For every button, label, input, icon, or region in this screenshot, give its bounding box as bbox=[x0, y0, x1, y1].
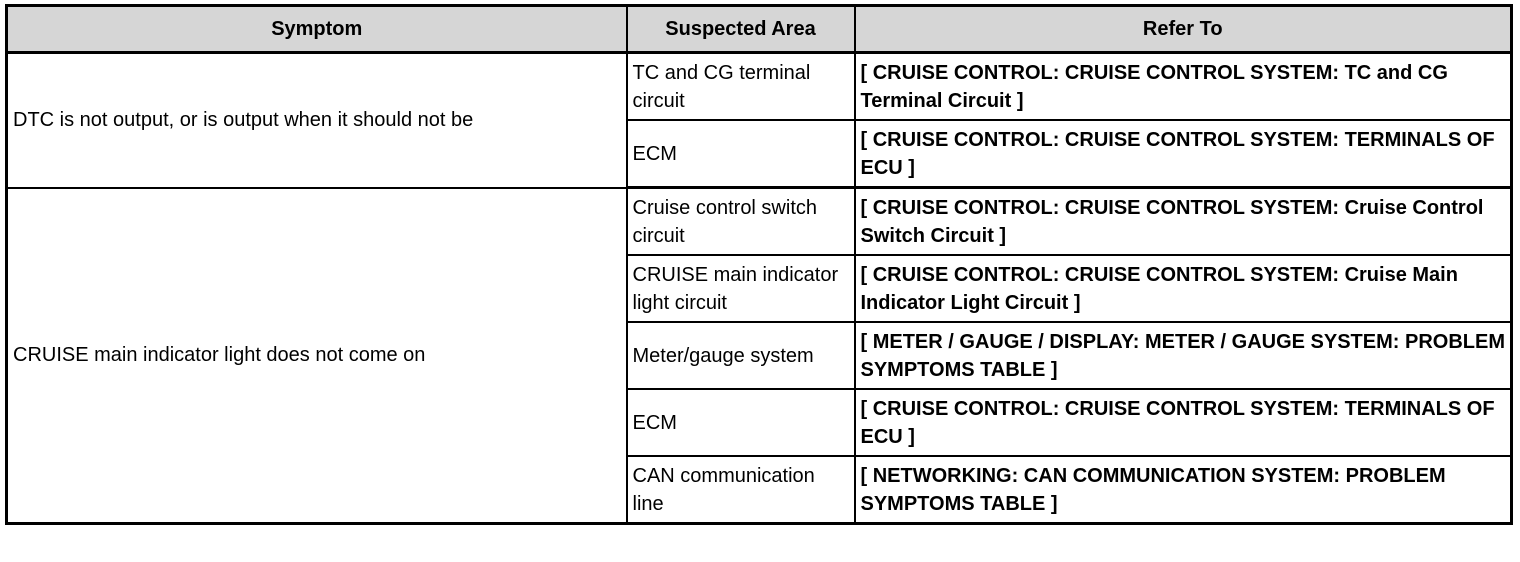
refer-to-link[interactable]: [ CRUISE CONTROL: CRUISE CONTROL SYSTEM: Cruise Control Switch Circuit ] bbox=[855, 188, 1512, 256]
refer-to-link[interactable]: [ NETWORKING: CAN COMMUNICATION SYSTEM: PROBLEM SYMPTOMS TABLE ] bbox=[855, 456, 1512, 524]
suspected-area-cell: CRUISE main indicator light circuit bbox=[627, 255, 855, 322]
refer-to-link[interactable]: [ CRUISE CONTROL: CRUISE CONTROL SYSTEM: TC and CG Terminal Circuit ] bbox=[855, 53, 1512, 121]
symptom-cell: CRUISE main indicator light does not come on bbox=[7, 188, 627, 524]
suspected-area-cell: Meter/gauge system bbox=[627, 322, 855, 389]
header-suspected-area: Suspected Area bbox=[627, 6, 855, 53]
suspected-area-cell: ECM bbox=[627, 389, 855, 456]
header-row bbox=[7, 6, 1512, 53]
refer-to-link[interactable]: [ CRUISE CONTROL: CRUISE CONTROL SYSTEM: Cruise Main Indicator Light Circuit ] bbox=[855, 255, 1512, 322]
suspected-area-cell: Cruise control switch circuit bbox=[627, 188, 855, 256]
header-refer-to: Refer To bbox=[855, 6, 1512, 53]
suspected-area-cell: ECM bbox=[627, 120, 855, 188]
table-row bbox=[7, 188, 1512, 256]
suspected-area-cell: TC and CG terminal circuit bbox=[627, 53, 855, 121]
problem-symptoms-table bbox=[5, 4, 1513, 525]
table-row bbox=[7, 53, 1512, 121]
header-symptom: Symptom bbox=[7, 6, 627, 53]
refer-to-link[interactable]: [ METER / GAUGE / DISPLAY: METER / GAUGE SYSTEM: PROBLEM SYMPTOMS TABLE ] bbox=[855, 322, 1512, 389]
refer-to-link[interactable]: [ CRUISE CONTROL: CRUISE CONTROL SYSTEM: TERMINALS OF ECU ] bbox=[855, 120, 1512, 188]
symptom-cell: DTC is not output, or is output when it should not be bbox=[7, 53, 627, 188]
refer-to-link[interactable]: [ CRUISE CONTROL: CRUISE CONTROL SYSTEM: TERMINALS OF ECU ] bbox=[855, 389, 1512, 456]
suspected-area-cell: CAN communication line bbox=[627, 456, 855, 524]
